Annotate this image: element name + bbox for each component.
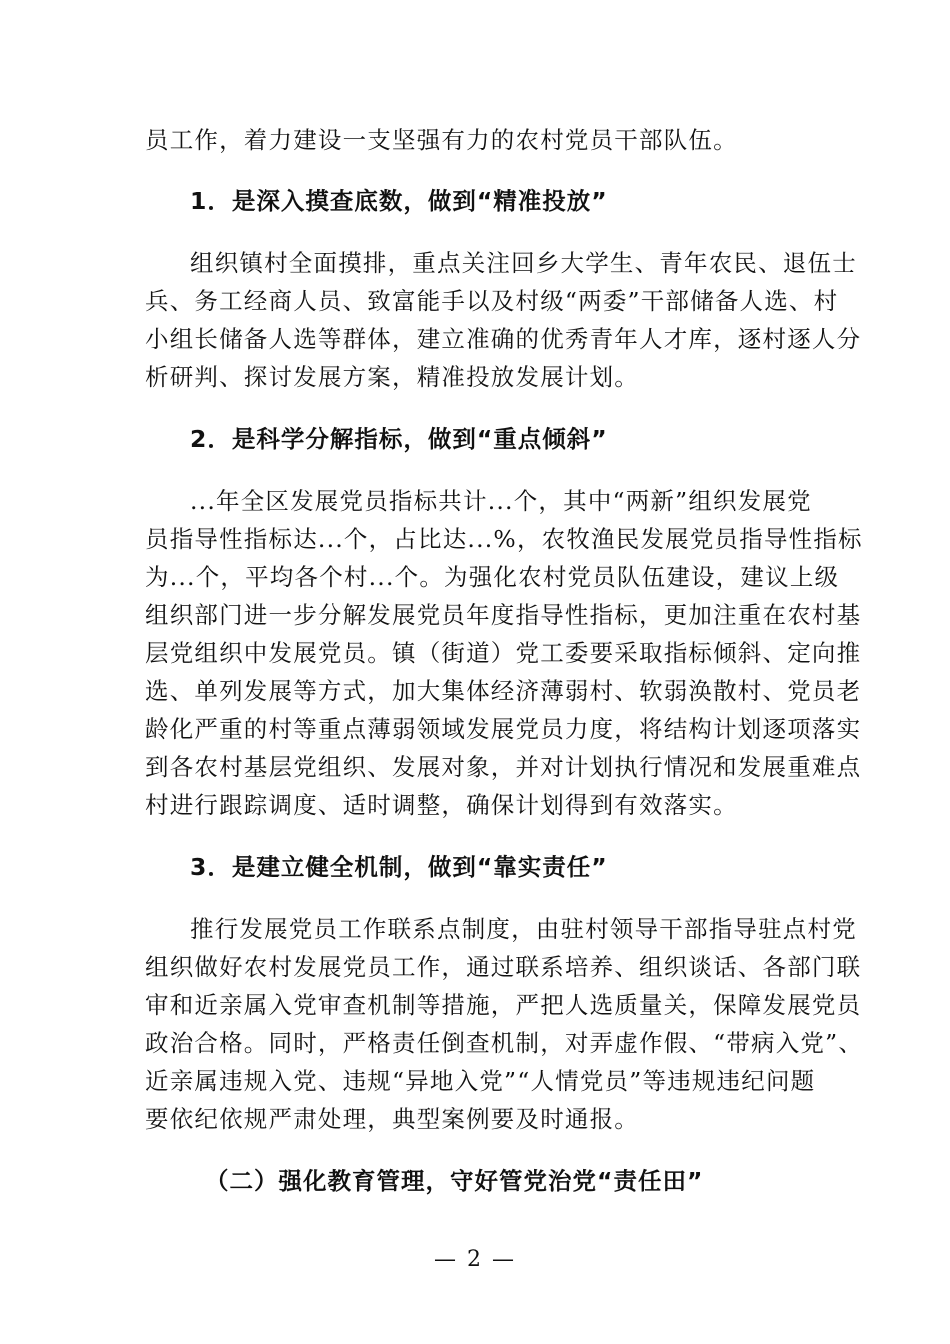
text-line: 兵、务工经商人员、致富能手以及村级“两委”干部储备人选、村: [145, 287, 839, 315]
section-2-heading: 2．是科学分解指标，做到“重点倾斜”: [190, 425, 608, 453]
text-line: 龄化严重的村等重点薄弱领域发展党员力度，将结构计划逐项落实: [145, 715, 862, 743]
text-line: 析研判、探讨发展方案，精准投放发展计划。: [145, 363, 639, 391]
text-line: 员指导性指标达...个，占比达...%，农牧渔民发展党员指导性指标: [145, 525, 863, 553]
text-line: 组织做好农村发展党员工作，通过联系培养、组织谈话、各部门联: [145, 953, 862, 981]
section-1-heading: 1．是深入摸查底数，做到“精准投放”: [190, 187, 608, 215]
text-line: 近亲属违规入党、违规“异地入党”“人情党员”等违规违纪问题: [145, 1067, 816, 1095]
text-line: 政治合格。同时，严格责任倒查机制，对弄虚作假、“带病入党”、: [145, 1029, 864, 1057]
text-line: 推行发展党员工作联系点制度，由驻村领导干部指导驻点村党: [190, 915, 857, 943]
text-line: 审和近亲属入党审查机制等措施，严把人选质量关，保障发展党员: [145, 991, 862, 1019]
text-line: 选、单列发展等方式，加大集体经济薄弱村、软弱涣散村、党员老: [145, 677, 862, 705]
text-line: 员工作，着力建设一支坚强有力的农村党员干部队伍。: [145, 126, 738, 154]
text-line: ...年全区发展党员指标共计...个，其中“两新”组织发展党: [190, 487, 812, 515]
section-3-heading: 3．是建立健全机制，做到“靠实责任”: [190, 853, 608, 881]
text-line: 组织镇村全面摸排，重点关注回乡大学生、青年农民、退伍士: [190, 249, 857, 277]
text-line: 小组长储备人选等群体，建立准确的优秀青年人才库，逐村逐人分: [145, 325, 862, 353]
text-line: 村进行跟踪调度、适时调整，确保计划得到有效落实。: [145, 791, 738, 819]
section-next-heading: （二）强化教育管理，守好管党治党“责任田”: [205, 1167, 704, 1195]
text-line: 组织部门进一步分解发展党员年度指导性指标，更加注重在农村基: [145, 601, 862, 629]
page-number: — 2 —: [434, 1247, 516, 1272]
text-line: 到各农村基层党组织、发展对象，并对计划执行情况和发展重难点: [145, 753, 862, 781]
text-line: 为...个，平均各个村...个。为强化农村党员队伍建设，建议上级: [145, 563, 840, 591]
text-line: 要依纪依规严肃处理，典型案例要及时通报。: [145, 1105, 639, 1133]
text-line: 层党组织中发展党员。镇（街道）党工委要采取指标倾斜、定向推: [145, 639, 862, 667]
